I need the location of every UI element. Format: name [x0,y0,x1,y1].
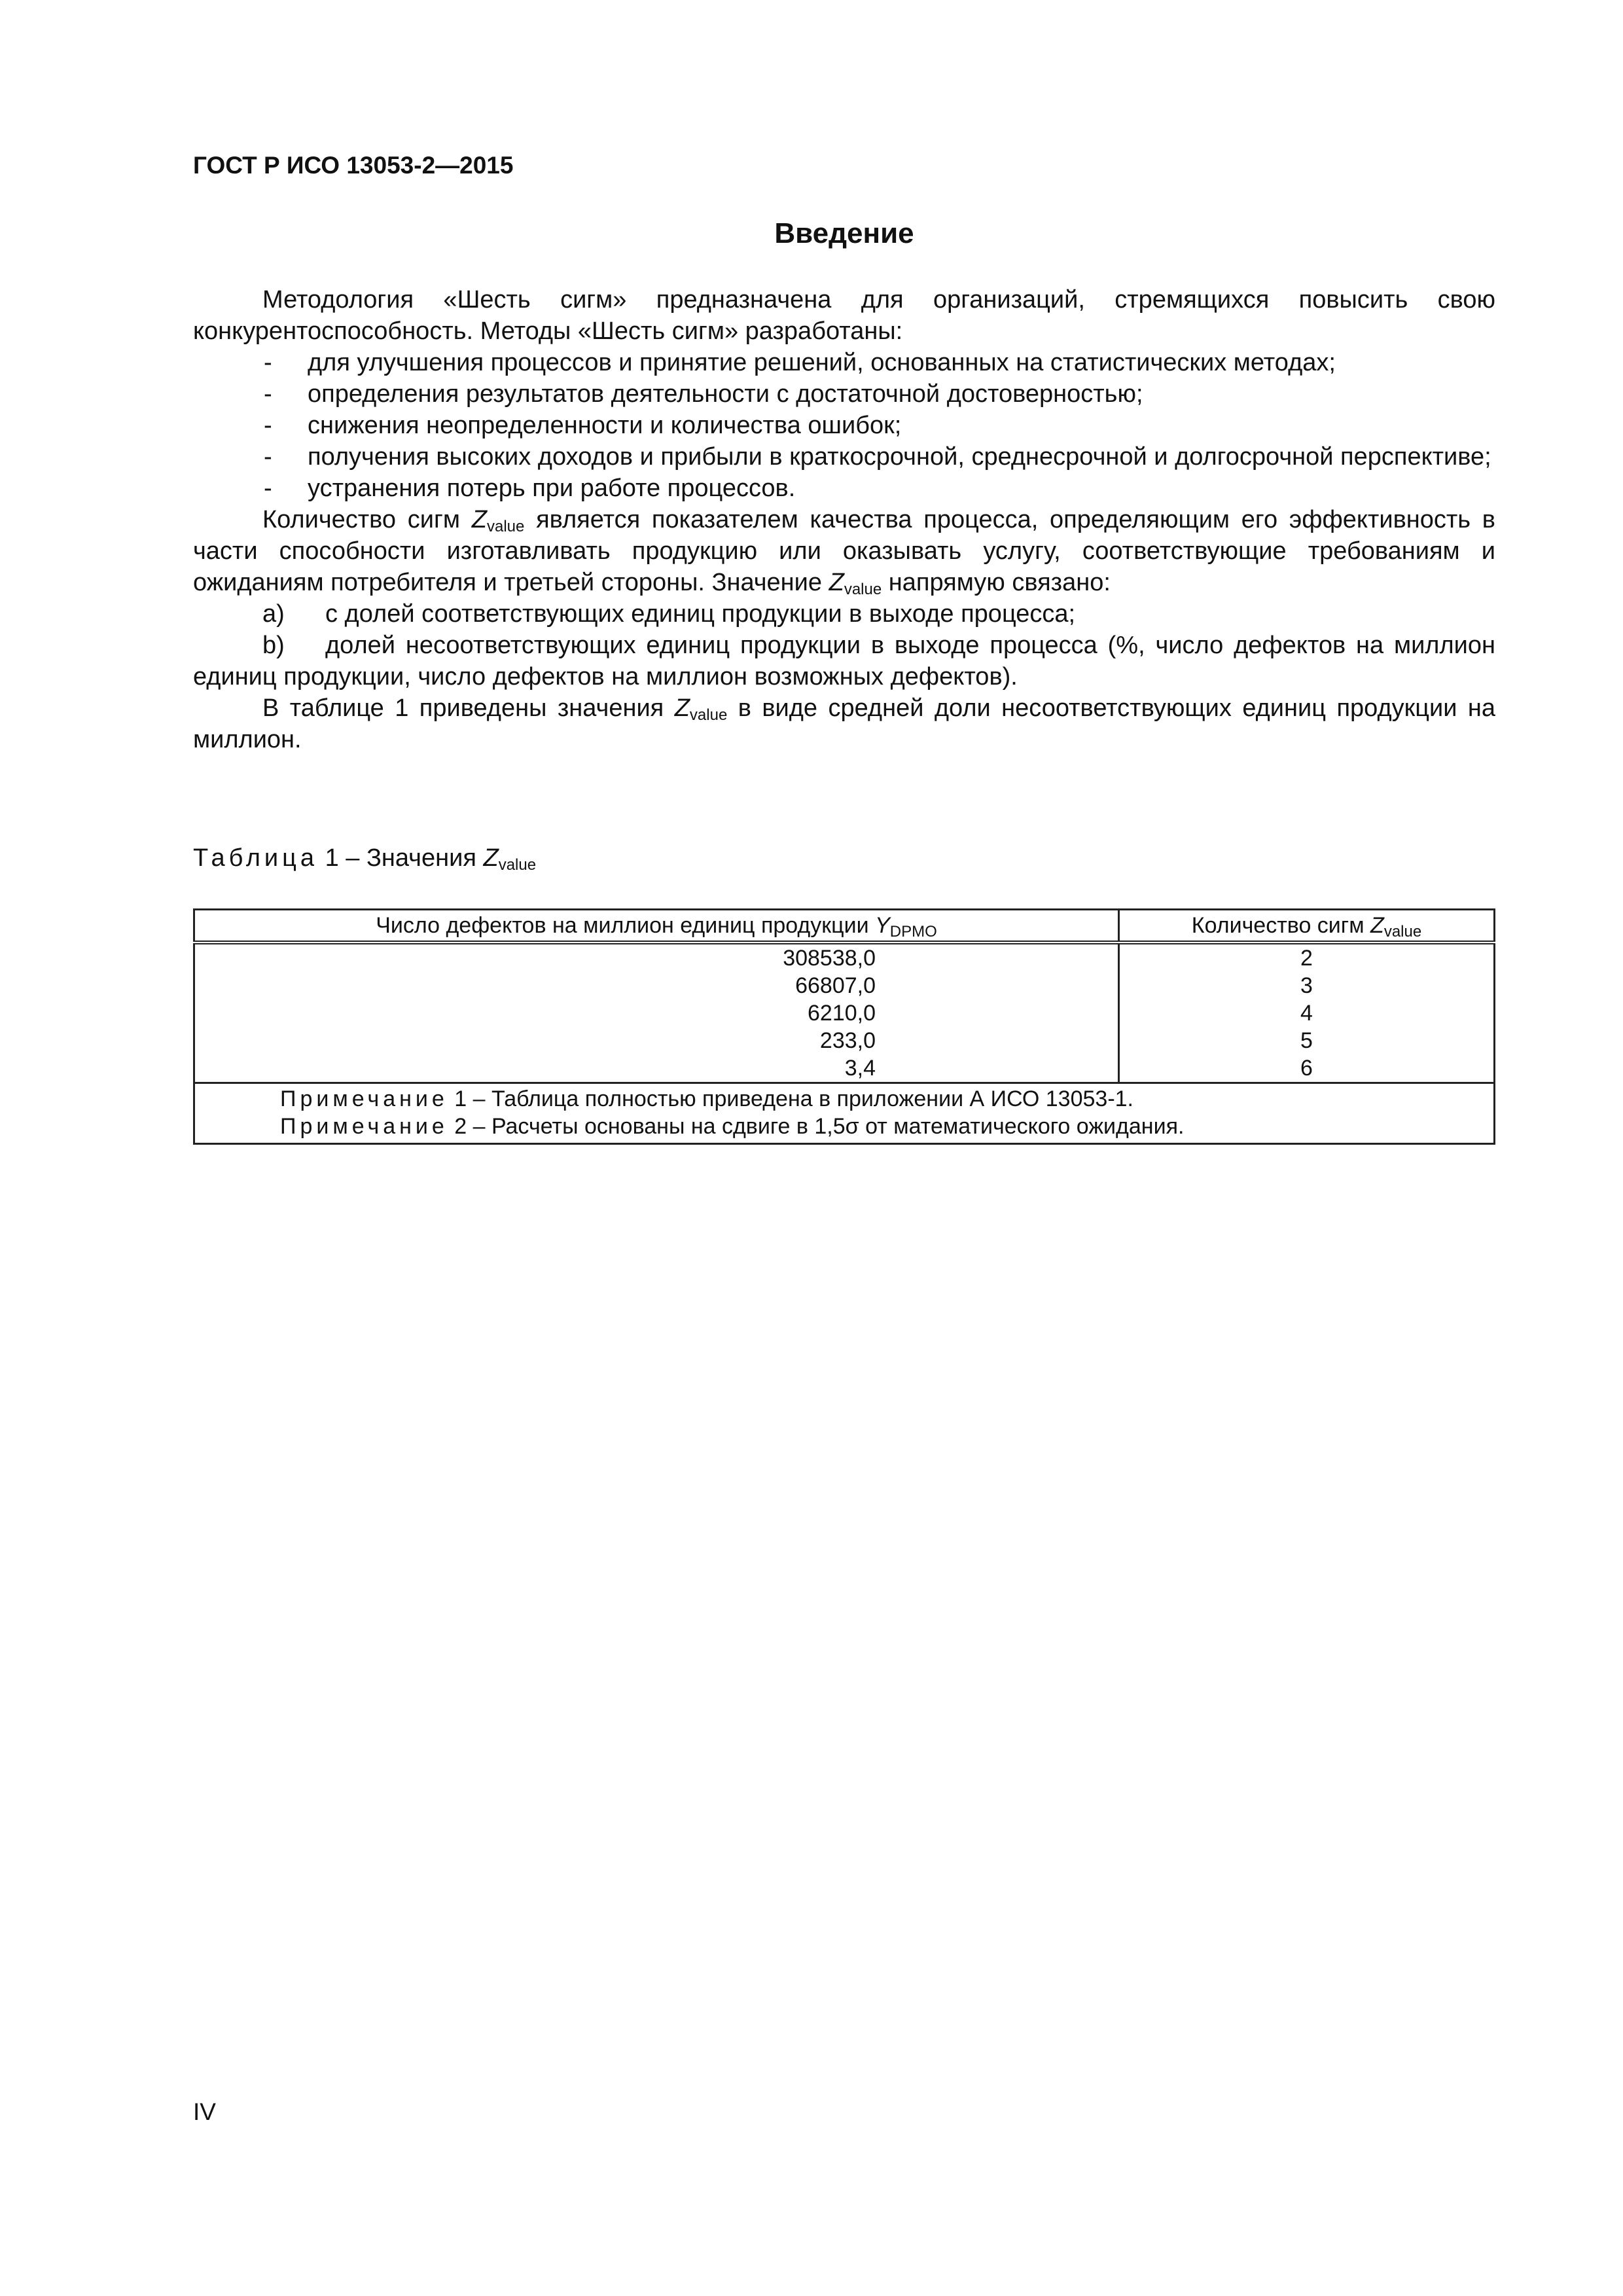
sigma-value: 4 [1300,1001,1313,1026]
table-caption [193,844,536,872]
z-variable: Z [829,569,844,596]
bullet-text: для улучшения процессов и принятие решений, основанных на статистических методах; [308,349,1336,376]
sigma-value: 6 [1300,1056,1313,1081]
p2-text-c: напрямую связано: [888,569,1111,596]
z-variable: Z [483,844,499,872]
bullet-dash: - [264,380,272,408]
z-subscript: value [1383,923,1422,941]
item-a-label: a) [262,600,285,628]
y-variable: Y [875,913,890,938]
sigma-values-cell [1119,942,1495,1083]
table-note-1 [280,1085,1493,1113]
header-dpmo-text: Число дефектов на миллион единиц продукции [376,913,869,938]
note-text: 1 – Таблица полностью приведена в приложении А ИСО 13053-1. [454,1086,1133,1111]
table-note-2 [280,1113,1493,1140]
page-number: IV [193,2098,216,2125]
p2-text-a: Количество сигм [262,506,461,533]
z-subscript: value [844,581,882,598]
bullet-dash: - [264,443,272,471]
z-variable: Z [674,694,690,722]
zvalue-table [193,908,1495,1145]
note-word: Примечание [280,1114,448,1139]
sigma-value: 5 [1300,1028,1313,1053]
list-item-b [193,630,1495,692]
z-subscript: value [486,518,525,535]
bullet-item [193,441,1495,473]
bullet-dash: - [264,475,272,502]
item-b-text: долей несоответствующих единиц продукции в выходе процесса (%, число дефектов на миллион единиц продукции, число дефектов на миллион возможных дефектов). [193,632,1495,691]
header-sigma-text: Количество сигм [1191,913,1364,938]
p3-text-b: в виде средней доли несоответствующих единиц продукции на миллион. [193,694,1496,753]
list-item-a [193,598,1495,630]
table-body-row [194,942,1495,1083]
bullet-text: снижения неопределенности и количества ошибок; [308,412,902,439]
intro-body [193,284,1495,755]
intro-paragraph-3 [193,692,1495,755]
bullet-text: получения высоких доходов и прибыли в краткосрочной, среднесрочной и долгосрочной перспективе; [308,443,1491,471]
dpmo-value: 6210,0 [808,1001,876,1026]
intro-paragraph-2 [193,504,1495,598]
bullet-text: определения результатов деятельности с достаточной достоверностью; [308,380,1143,408]
z-subscript: value [498,856,537,874]
dpmo-value: 66807,0 [795,973,876,998]
note-text: 2 – Расчеты основаны на сдвиге в 1,5σ от математического ожидания. [454,1114,1185,1139]
bullet-text: устранения потерь при работе процессов. [308,475,796,502]
z-variable: Z [471,506,487,533]
header-sigma [1119,910,1495,943]
z-subscript: value [689,706,728,724]
dpmo-value: 308538,0 [783,946,876,971]
dpmo-values-cell [194,942,1119,1083]
bullet-item [193,378,1495,410]
table-caption-rest: 1 – Значения [325,844,476,872]
z-variable: Z [1370,913,1384,938]
intro-paragraph-1: Методология «Шесть сигм» предназначена для организаций, стремящихся повысить свою конкурентоспособность. Методы «Шесть сигм» разработаны: [193,286,1495,345]
y-subscript: DPMO [889,923,937,941]
table-notes-row [194,1083,1495,1144]
bullet-item [193,410,1495,441]
sigma-value: 3 [1300,973,1313,998]
p2-text-b: является показателем качества процесса, определяющим его эффективность в части способности изготавливать продукцию или оказывать услугу, соответствующие требованиям и ожиданиям потребителя и третьей стороны. Значение [193,506,1495,596]
table-notes [194,1083,1495,1144]
bullet-dash: - [264,349,272,376]
table-header-row [194,910,1495,943]
document-id: ГОСТ Р ИСО 13053-2—2015 [193,152,514,179]
header-dpmo [194,910,1119,943]
note-word: Примечание [280,1086,448,1111]
sigma-value: 2 [1300,946,1313,971]
section-title: Введение [774,217,914,249]
dpmo-value: 233,0 [819,1028,876,1053]
bullet-dash: - [264,412,272,439]
bullet-item [193,347,1495,378]
p3-text-a: В таблице 1 приведены значения [262,694,664,722]
item-a-text: с долей соответствующих единиц продукции в выходе процесса; [325,600,1076,628]
item-b-label: b) [262,632,285,659]
table-caption-word: Таблица [193,844,318,872]
bullet-item [193,473,1495,504]
dpmo-value: 3,4 [844,1056,876,1081]
